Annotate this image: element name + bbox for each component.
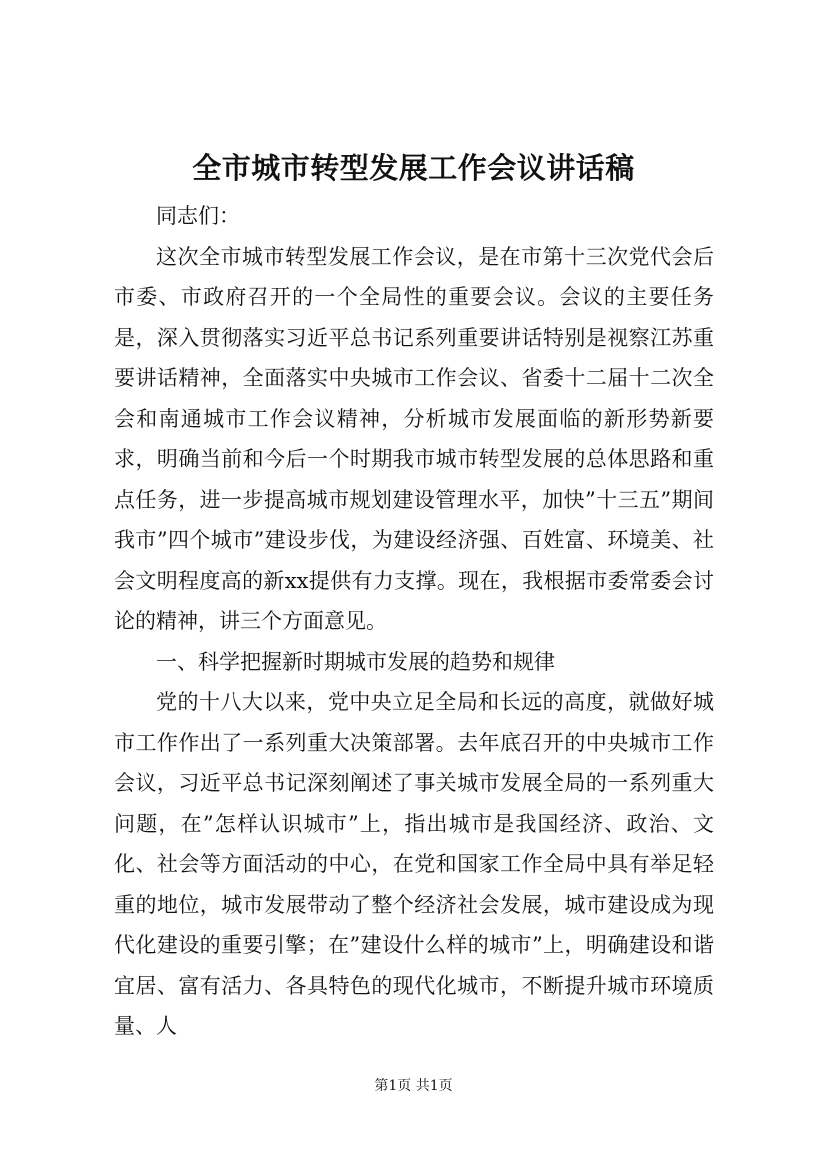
document-title: 全市城市转型发展工作会议讲话稿 bbox=[192, 151, 635, 185]
document-body bbox=[114, 196, 714, 1047]
section-heading-1: 一、科学把握新时期城市发展的趋势和规律 bbox=[156, 649, 555, 674]
greeting: 同志们： bbox=[156, 204, 240, 228]
paragraph-section-1: 党的十八大以来，党中央立足全局和长远的高度，就做好城市工作作出了一系列重大决策部署。去年底召开的中央城市工作会议，习近平总书记深刻阐述了事关城市发展全局的一系列重大问题，在”怎样认识城市”上，指出城市是我国经济、政治、文化、社会等方面活动的中心，在党和国家工作全局中具有举足轻重的地位，城市发展带动了整个经济社会发展，城市建设成为现代化建设的重要引擎；在”建设什么样的城市”上，明确建设和谐宜居、富有活力、各具特色的现代化城市，不断提升城市环境质量、人 bbox=[114, 690, 714, 1038]
paragraph-intro: 这次全市城市转型发展工作会议，是在市第十三次党代会后市委、市政府召开的一个全局性的重要会议。会议的主要任务是，深入贯彻落实习近平总书记系列重要讲话特别是视察江苏重要讲话精神，全面落实中央城市工作会议、省委十二届十二次全会和南通城市工作会议精神，分析城市发展面临的新形势新要求，明确当前和今后一个时期我市城市转型发展的总体思路和重点任务，进一步提高城市规划建设管理水平，加快”十三五”期间我市”四个城市”建设步伐，为建设经济强、百姓富、环境美、社会文明程度高的新xx提供有力支撑。现在，我根据市委常委会讨论的精神，讲三个方面意见。 bbox=[114, 244, 714, 633]
page-number-footer: 第1页 共1页 bbox=[374, 1078, 453, 1094]
